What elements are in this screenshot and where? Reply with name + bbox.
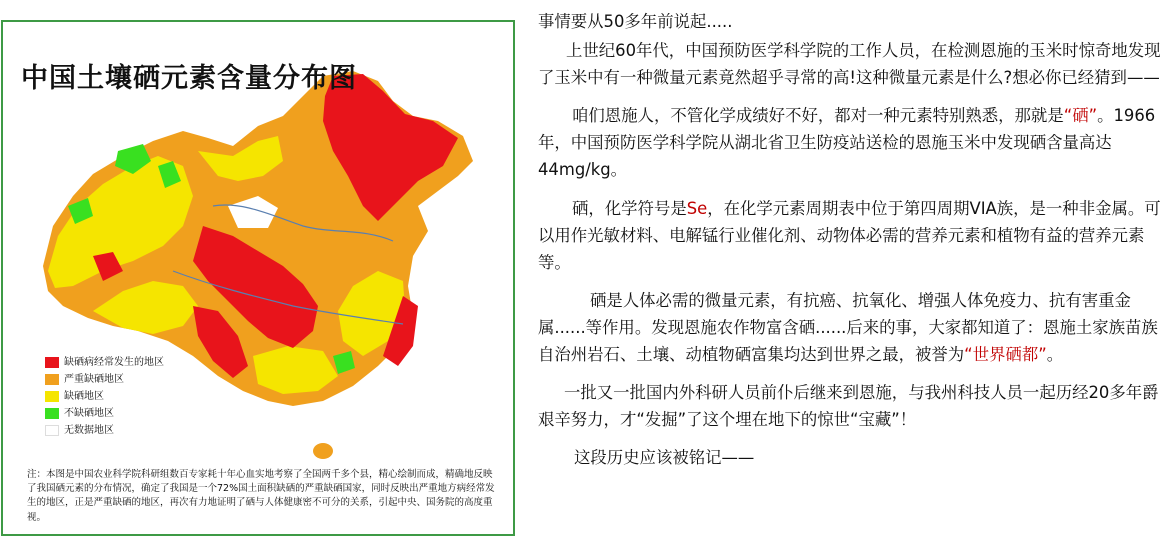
article-body <box>538 8 1165 471</box>
map-title: 中国土壤硒元素含量分布图 <box>21 63 357 94</box>
map-hainan <box>313 443 333 459</box>
text-run: 咱们恩施人，不管化学成绩好不好，都对一种元素特别熟悉，那就是 <box>572 106 1064 126</box>
article-paragraph <box>538 287 1165 368</box>
map-legend <box>45 354 164 439</box>
article-paragraph: 这段历史应该被铭记—— <box>574 448 755 468</box>
article-paragraph: 上世纪60年代，中国预防医学科学院的工作人员，在检测恩施的玉米时惊奇地发现了玉米中有一种微量元素竟然超乎寻常的高!这种微量元素是什么?想必你已经猜到—— <box>538 41 1161 88</box>
legend-swatch-white <box>45 425 59 436</box>
highlight-text: “硒” <box>1063 106 1098 126</box>
text-run: 。 <box>1046 345 1064 365</box>
legend-item <box>45 354 164 371</box>
text-run: 硒，化学符号是 <box>572 198 687 218</box>
text-run: ，在化学元素周期表中位于第四周期VIA族，是一种非金属。可以用作光敏材料、电解锰行业催化剂、动物体必需的营养元素和植物有益的营养元素等。 <box>538 198 1161 272</box>
legend-item <box>45 405 164 422</box>
selenium-map-image <box>1 20 515 536</box>
legend-label: 严重缺硒地区 <box>64 374 124 385</box>
legend-label: 不缺硒地区 <box>64 408 114 419</box>
legend-label: 缺硒地区 <box>64 391 104 402</box>
legend-label: 无数据地区 <box>64 425 114 436</box>
map-note: 注：本图是中国农业科学院科研组数百专家耗十年心血实地考察了全国两千多个县，精心绘制而成，精确地反映了我国硒元素的分布情况，确定了我国是一个72%国土面积缺硒的严重缺硒国家，同时反映出严重地方病经常发生的地区，正是严重缺硒的地区，再次有力地证明了硒与人体健康密不可分的关系，引起中央、国务院的高度重视。 <box>27 469 495 523</box>
legend-swatch-yellow <box>45 391 59 402</box>
legend-item <box>45 422 164 439</box>
text-run: 。1966年，中国预防医学科学院从湖北省卫生防疫站送检的恩施玉米中发现硒含量高达44mg/kg。 <box>538 106 1156 180</box>
article-paragraph <box>538 102 1165 183</box>
legend-swatch-orange <box>45 374 59 385</box>
text-run: 硒是人体必需的微量元素，有抗癌、抗氧化、增强人体免疫力、抗有害重金属......等作用。发现恩施农作物富含硒......后来的事，大家都知道了：恩施土家族苗族自治州岩石、土壤、动植物硒富集均达到世界之最，被誉为 <box>538 290 1158 365</box>
legend-swatch-green <box>45 408 59 419</box>
legend-item <box>45 371 164 388</box>
article-paragraph: 事情要从50多年前说起..... <box>538 12 733 31</box>
legend-label: 缺硒病经常发生的地区 <box>64 357 164 368</box>
legend-item <box>45 388 164 405</box>
article-paragraph <box>538 195 1165 276</box>
article-paragraph: 一批又一批国内外科研人员前仆后继来到恩施，与我州科技人员一起历经20多年爵艰辛努力，才“发掘”了这个埋在地下的惊世“宝藏”！ <box>538 383 1159 430</box>
highlight-text: Se <box>686 198 708 218</box>
highlight-text: “世界硒都” <box>964 345 1047 365</box>
legend-swatch-red <box>45 357 59 368</box>
